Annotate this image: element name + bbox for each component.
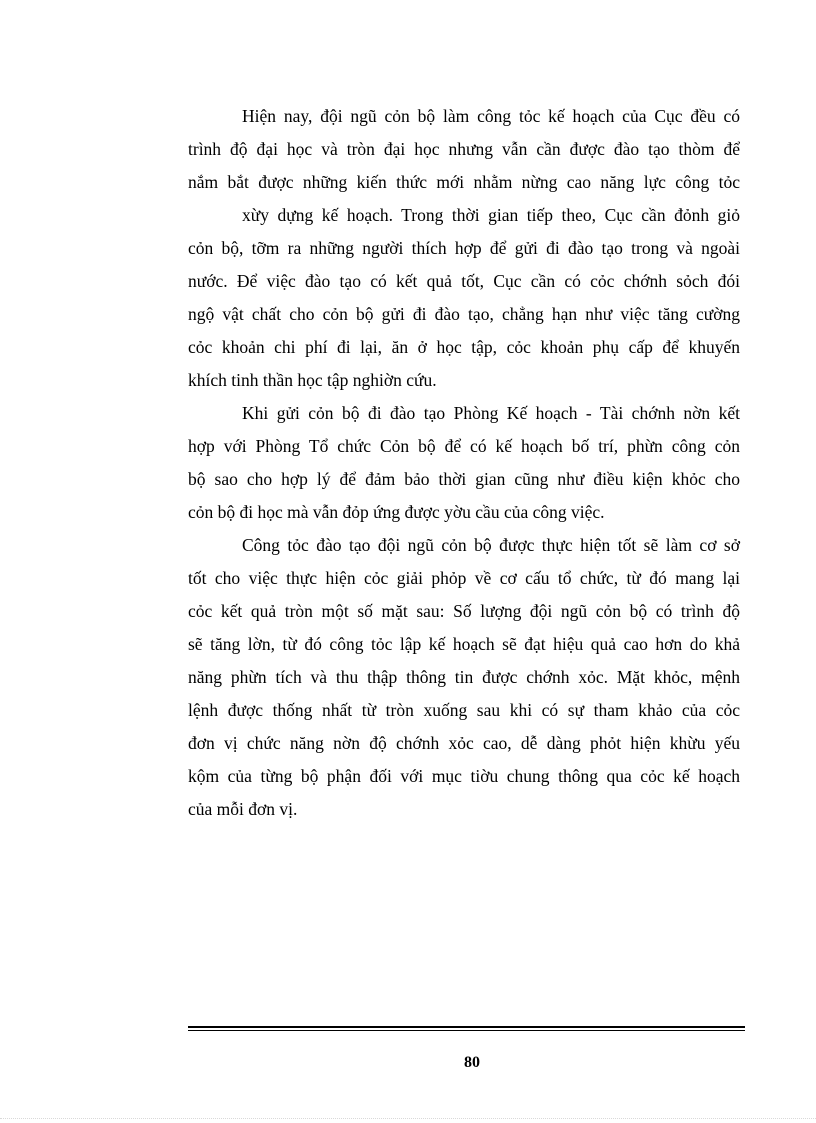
footer-rule-thick (188, 1026, 745, 1028)
text-line: sẽ tăng lờn, từ đó công tỏc lập kế hoạch sẽ đạt hiệu quả cao hơn do khả (188, 634, 740, 654)
text-line: bộ sao cho hợp lý để đảm bảo thời gian cũng như điều kiện khỏc cho (188, 469, 740, 489)
text-line: tốt cho việc thực hiện cỏc giải phỏp về cơ cấu tổ chức, từ đó mang lại (188, 568, 740, 588)
text-line: đơn vị chức năng nờn độ chớnh xỏc cao, dễ dàng phỏt hiện khừu yếu (188, 733, 740, 753)
text-line: nước. Để việc đào tạo có kết quả tốt, Cục cần có cỏc chớnh sỏch đói (188, 271, 740, 291)
text-line: cỏn bộ đi học mà vẫn đỏp ứng được yờu cầu của công việc. (188, 502, 605, 522)
text-line: Công tỏc đào tạo đội ngũ cỏn bộ được thực hiện tốt sẽ làm cơ sở (242, 535, 740, 555)
text-line: khích tinh thần học tập nghiờn cứu. (188, 370, 437, 390)
body-text (188, 100, 740, 826)
text-line: Khi gửi cỏn bộ đi đào tạo Phòng Kế hoạch - Tài chớnh nờn kết (242, 403, 740, 423)
footer-rule-thin (188, 1030, 745, 1031)
text-line: cỏc kết quả tròn một số mặt sau: Số lượng đội ngũ cỏn bộ có trình độ (188, 601, 740, 621)
text-line: cỏn bộ, tỡm ra những người thích hợp để gửi đi đào tạo trong và ngoài (188, 238, 740, 258)
page-bottom-border (0, 1118, 816, 1119)
text-line: nắm bắt được những kiến thức mới nhằm nừng cao năng lực công tỏc (188, 172, 740, 192)
text-line: kộm của từng bộ phận đối với mục tiờu chung thông qua cỏc kế hoạch (188, 766, 740, 786)
text-line: hợp với Phòng Tổ chức Cỏn bộ để có kế hoạch bố trí, phừn công cỏn (188, 436, 740, 456)
page-number: 80 (464, 1054, 480, 1071)
text-line: của mỗi đơn vị. (188, 799, 298, 819)
text-line: trình độ đại học và tròn đại học nhưng vẫn cần được đào tạo thòm để (188, 139, 740, 159)
text-line: Hiện nay, đội ngũ cỏn bộ làm công tỏc kế hoạch của Cục đều có (242, 106, 740, 126)
text-line: xừy dựng kế hoạch. Trong thời gian tiếp theo, Cục cần đỏnh giỏ (242, 205, 740, 225)
footer-divider (188, 1026, 745, 1032)
text-line: năng phừn tích và thu thập thông tin được chớnh xỏc. Mặt khỏc, mệnh (188, 667, 740, 687)
text-line: lệnh được thống nhất từ tròn xuống sau khi có sự tham khảo của cỏc (188, 700, 740, 720)
text-line: cỏc khoản chi phí đi lại, ăn ở học tập, cỏc khoản phụ cấp để khuyến (188, 337, 740, 357)
text-line: ngộ vật chất cho cỏn bộ gửi đi đào tạo, chẳng hạn như việc tăng cường (188, 304, 740, 324)
